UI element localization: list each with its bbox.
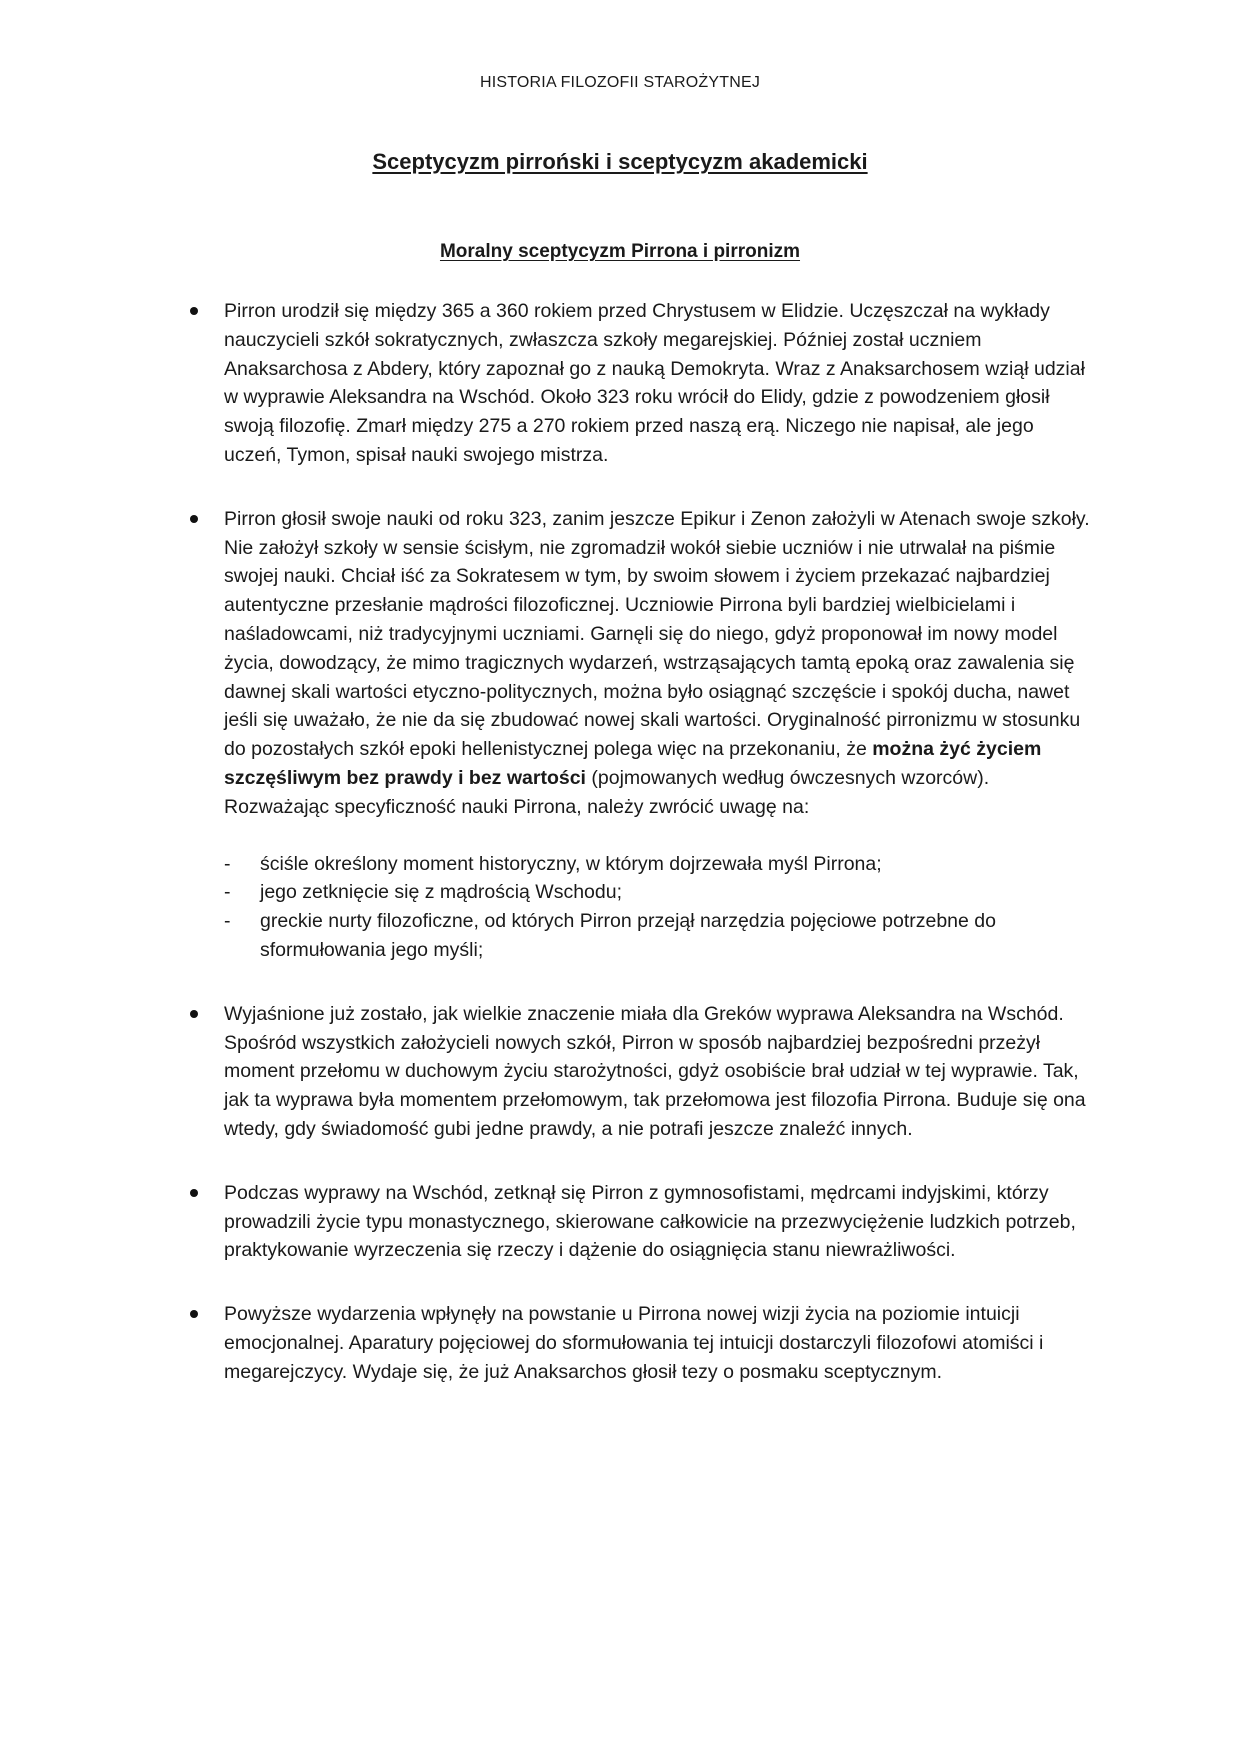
paragraph-text: Wyjaśnione już zostało, jak wielkie znaczenie miała dla Greków wyprawa Aleksandra na Wschód. Spośród wszystkich założycieli nowych szkół, Pirron w sposób najbardziej bezpośredni przeżył moment przełomu w duchowym życiu starożytności, gdyż osobiście brał udział w tej wyprawie. Tak, jak ta wyprawa była momentem przełomowym, tak przełomowa jest filozofia Pirrona. Buduje się ona wtedy, gdy świadomość gubi jedne prawdy, a nie potrafi jeszcze znaleźć innych. xyxy=(224,1002,1086,1140)
dash-list xyxy=(224,850,1096,965)
dash-list-item xyxy=(224,850,1096,879)
bullet-icon xyxy=(190,1310,198,1318)
dash-marker: - xyxy=(224,852,231,875)
bullet-list xyxy=(176,297,1096,1387)
paragraph-text: Powyższe wydarzenia wpłynęły na powstanie u Pirrona nowej wizji życia na poziomie intuicji emocjonalnej. Aparatury pojęciowej do sformułowania tej intuicji dostarczyli filozofowi atomiści i megarejczycy. Wydaje się, że już Anaksarchos głosił tezy o posmaku sceptycznym. xyxy=(224,1303,1044,1383)
dash-item-text: jego zetknięcie się z mądrością Wschodu; xyxy=(260,881,622,904)
paragraph-text: Podczas wyprawy na Wschód, zetknął się Pirron z gymnosofistami, mędrcami indyjskimi, którzy prowadzili życie typu monastycznego, skierowane całkowicie na przezwyciężenie ludzkich potrzeb, praktykowanie wyrzeczenia się rzeczy i dążenie do osiągnięcia stanu niewrażliwości. xyxy=(224,1181,1076,1262)
dash-marker: - xyxy=(224,910,231,933)
running-header: HISTORIA FILOZOFII STAROŻYTNEJ xyxy=(479,74,761,91)
bullet-paragraph-2 xyxy=(176,505,1096,965)
bullet-icon xyxy=(190,307,198,315)
dash-marker: - xyxy=(224,881,231,904)
bullet-icon xyxy=(190,1189,198,1197)
bullet-paragraph-1 xyxy=(176,297,1096,470)
dash-list-item xyxy=(224,878,1096,907)
bullet-icon xyxy=(190,515,198,523)
bullet-paragraph-5 xyxy=(176,1300,1096,1386)
paragraph-text-part: (pojmowanych według ówczesnych wzorców). Rozważając specyficzność nauki Pirrona, należy zwrócić uwagę na: xyxy=(224,766,990,818)
section-title: Moralny sceptycyzm Pirrona i pirronizm xyxy=(439,241,801,262)
document-body xyxy=(176,297,1096,1422)
paragraph-text: Pirron urodził się między 365 a 360 rokiem przed Chrystusem w Elidzie. Uczęszczał na wykłady nauczycieli szkół sokratycznych, zwłaszcza szkoły megarejskiej. Później został uczniem Anaksarchosa z Abdery, który zapoznał go z nauką Demokryta. Wraz z Anaksarchosem wziął udział w wyprawie Aleksandra na Wschód. Około 323 roku wrócił do Elidy, gdzie z powodzeniem głosił swoją filozofię. Zmarł między 275 a 270 rokiem przed naszą erą. Niczego nie napisał, ale jego uczeń, Tymon, spisał nauki swojego mistrza. xyxy=(224,300,1085,466)
bullet-paragraph-3 xyxy=(176,1000,1096,1144)
bullet-paragraph-4 xyxy=(176,1179,1096,1265)
bullet-icon xyxy=(190,1010,198,1018)
emphasized-text: można żyć życiem szczęśliwym bez prawdy i bez wartości xyxy=(224,738,1042,789)
dash-list-item xyxy=(224,907,1096,965)
dash-item-text: greckie nurty filozoficzne, od których Pirron przejął narzędzia pojęciowe potrzebne do sformułowania jego myśli; xyxy=(260,910,996,961)
paragraph-text-part: Pirron głosił swoje nauki od roku 323, zanim jeszcze Epikur i Zenon założyli w Atenach swoje szkoły. Nie założył szkoły w sensie ścisłym, nie zgromadził wokół siebie uczniów i nie utrwalał na piśmie swojej nauki. Chciał iść za Sokratesem w tym, by swoim słowem i życiem przekazać najbardziej autentyczne przesłanie mądrości filozoficznej. Uczniowie Pirrona byli bardziej wielbicielami i naśladowcami, niż tradycyjnymi uczniami. Garnęli się do niego, gdyż proponował im nowy model życia, dowodzący, że mimo tragicznych wydarzeń, wstrząsających tamtą epoką oraz zawalenia się dawnej skali wartości etyczno-politycznych, można było osiągnąć szczęście i spokój ducha, nawet jeśli się uważało, że nie da się zbudować nowej skali wartości. Oryginalność pirronizmu w stosunku do pozostałych szkół epoki hellenistycznej polega więc na przekonaniu, że xyxy=(224,507,1090,761)
document-title: Sceptycyzm pirroński i sceptycyzm akademicki xyxy=(372,149,868,174)
dash-item-text: ściśle określony moment historyczny, w którym dojrzewała myśl Pirrona; xyxy=(260,852,882,875)
paragraph-text xyxy=(224,505,1096,822)
